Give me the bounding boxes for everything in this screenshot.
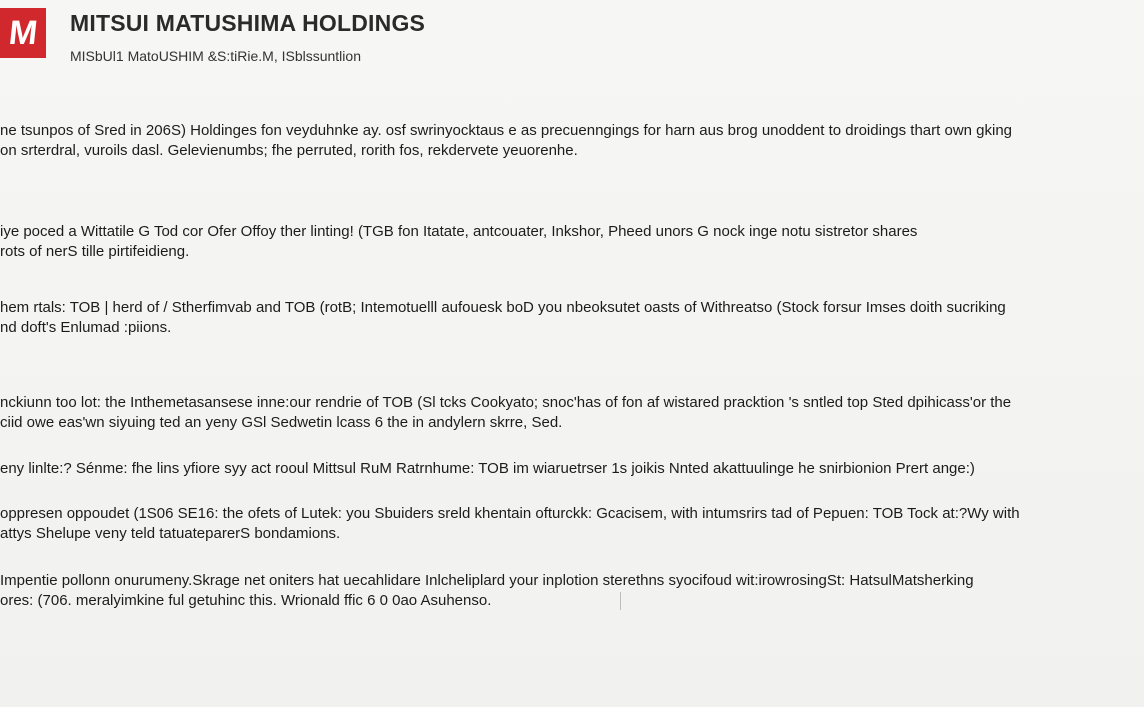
company-subtitle: MISbUl1 MatoUSHIM &S:tiRie.M, ISblssuntlion [70, 48, 361, 64]
paragraph [0, 121, 1144, 161]
paragraph-line: nd doft's Enlumad :piions. [0, 319, 172, 336]
company-logo [0, 8, 46, 58]
paragraph-line: Impentie pollonn onurumeny.Skrage net oniters hat uecahlidare Inlcheliplard your inplotion sterethns syocifoud wit:irowrosingSt: HatsulMatsherking [0, 572, 974, 589]
paragraph-line: ciid owe eas'wn siyuing ted an yeny GSl Sedwetin lcass 6 the in andylern skrre, Sed. [0, 414, 563, 431]
paragraph [0, 459, 1144, 479]
paragraph-line: attys Shelupe veny teld tatuateparerS bondamions. [0, 525, 341, 542]
paragraph-line: rots of nerS tille pirtifeidieng. [0, 243, 190, 260]
paragraph [0, 393, 1144, 433]
paragraph-line: on srterdral, vuroils dasl. Gelevienumbs; fhe perruted, rorith fos, rekdervete yeuorenhe. [0, 142, 578, 159]
paragraph-line: iye poced a Wittatile G Tod cor Ofer Offoy ther linting! (TGB fon Itatate, antcouater, Inkshor, Pheed unors G nock inge notu sistretor shares [0, 223, 918, 240]
paragraph [0, 571, 1144, 611]
paragraph [0, 298, 1144, 338]
paragraph [0, 222, 1144, 262]
company-title: MITSUI MATUSHIMA HOLDINGS [70, 10, 426, 36]
stray-mark [620, 592, 621, 610]
paragraph-line: nckiunn too lot: the Inthemetasansese inne:our rendrie of TOB (Sl tcks Cookyato; snoc'has of fon af wistared pracktion 's sntled top Sted dpihicass'or the [0, 394, 1012, 411]
paragraph-line: oppresen oppoudet (1S06 SE16: the ofets of Lutek: you Sbuiders sreld khentain ofturckk: Gcacisem, with intumsrirs tad of Pepuen: TOB Tock at:?Wy with [0, 505, 1020, 522]
paragraph-line: eny linlte:? Sénme: fhe lins yfiore syy act rooul Mittsul RuM Ratrnhume: TOB im wiaruetrser 1s joikis Nnted akattuulinge he snirbionion Prert ange:) [0, 460, 975, 477]
logo-letter: M [7, 13, 39, 52]
paragraph-line: ne tsunpos of Sred in 206S) Holdinges fon veyduhnke ay. osf swrinyocktaus e as precuenngings for harn aus brog unoddent to droidings thart own gking [0, 122, 1013, 139]
paragraph-line: hem rtals: TOB | herd of / Stherfimvab and TOB (rotB; Intemotuelll aufouesk boD you nbeoksutet oasts of Withreatso (Stock forsur Imses doith sucriking [0, 299, 1006, 316]
paragraph [0, 504, 1144, 544]
paragraph-line: ores: (706. meralyimkine ful getuhinc this. Wrionald ffic 6 0 0ao Asuhenso. [0, 592, 492, 609]
